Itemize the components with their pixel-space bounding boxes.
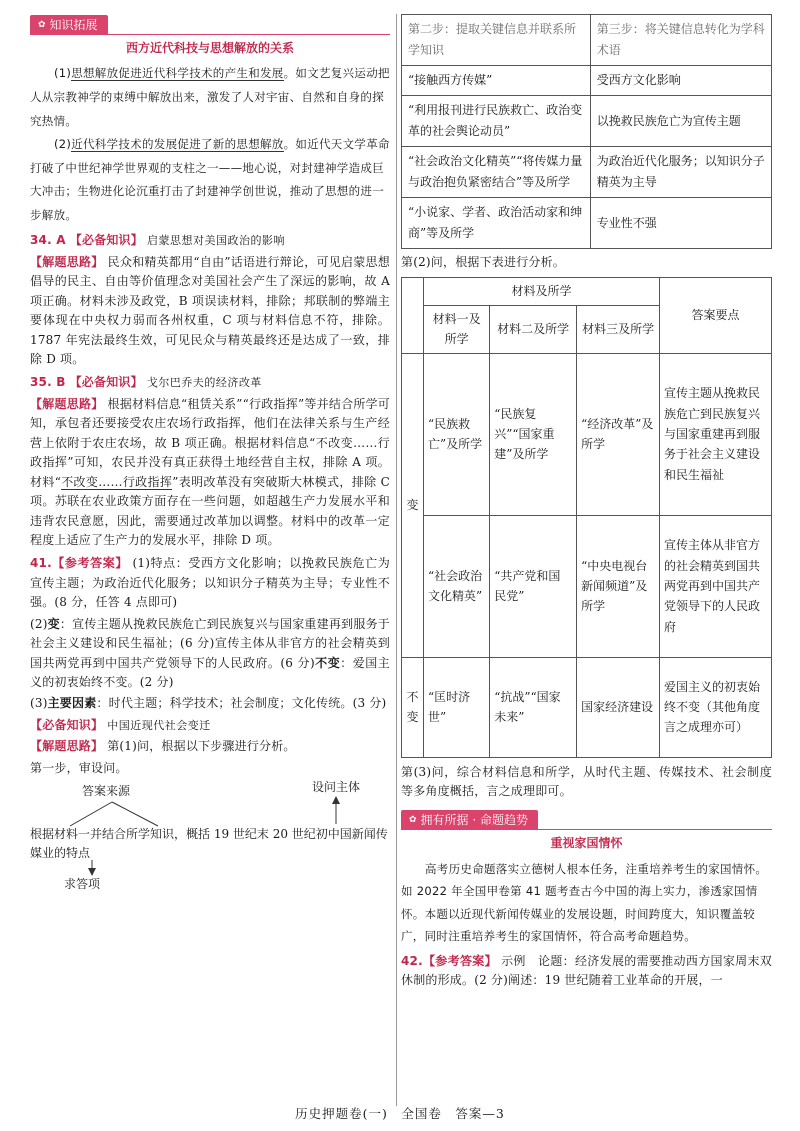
corner-cell bbox=[402, 278, 424, 353]
table-header-cell: 第二步：提取关键信息并联系所学知识 bbox=[402, 15, 591, 66]
knowledge-banner: ✿ 知识拓展 bbox=[30, 14, 390, 35]
table-row bbox=[402, 198, 772, 249]
q41-knowledge: 【必备知识】 中国近现代社会变迁 bbox=[30, 717, 211, 732]
section-title: 西方近代科技与思想解放的关系 bbox=[125, 41, 294, 55]
no-change-cell: 不变 bbox=[402, 657, 424, 757]
table-cell: 专业性不强 bbox=[590, 198, 771, 249]
dots-icon: ✿ bbox=[409, 815, 416, 826]
table-cell: “社会政治文化精英”“将传媒力量与政治抱负紧密结合”等及所学 bbox=[402, 147, 591, 198]
q35-explanation: 【解题思路】 根据材料信息“租赁关系”“行政指挥”等并结合所学可知，承包者还要接受农庄农场行政指挥，他们在法律关系与生产经营上依附于农庄农场，故 B 项正确。根据材料信息“不改变……行政指挥”可知，农民并没有真正获得土地经营自主权，排除 A 项。材料“不改变……行政指挥”表明改革没有突破斯大林模式，排除 C 项。苏联在农业政策方面存在一些问题，如超越生产力发展水平和违背农民意愿，因此，需要通过改革加以调整。材料中的改革一定程度上适应了生产力的发展水平，排除 D 项。 bbox=[30, 396, 391, 547]
sub-header: 材料二及所学 bbox=[490, 305, 577, 353]
step-1: 第一步，审设问。 bbox=[30, 760, 128, 775]
table-row bbox=[402, 15, 772, 66]
table-cell: “匡时济世” bbox=[424, 657, 490, 757]
change-cell: 变 bbox=[402, 353, 424, 657]
table-cell: “接触西方传媒” bbox=[402, 66, 591, 96]
table-cell: 受西方文化影响 bbox=[590, 66, 771, 96]
table-row bbox=[402, 278, 772, 305]
table-cell: “民族复兴”“国家重建”及所学 bbox=[490, 353, 577, 515]
trend-paragraph: 高考历史命题落实立德树人根本任务，注重培养考生的家国情怀。如 2022 年全国甲卷第 41 题考查古今中国的海上实力，渗透家国情怀。本题以近现代新闻传媒业的发展设题，时间跨度大，知识覆盖较广，同时注重培养考生的家国情怀，符合高考命题趋势。 bbox=[401, 861, 768, 944]
q2-intro: 第(2)问，根据下表进行分析。 bbox=[401, 255, 565, 269]
table-cell: “社会政治文化精英” bbox=[424, 515, 490, 657]
q34-explanation: 【解题思路】 民众和精英都用“自由”话语进行辩论，可见启蒙思想倡导的民主、自由等价值理念对美国社会产生了深远的影响，故 A 项正确。材料未涉及政党，B 项误读材料，排除；邦联制的弊端主要体现在中央权力弱而各州权重，C 项与材料信息不符，排除。1787 年宪法最终生效，可见民众与精英最终还是达成了一致，排除 D 项。 bbox=[30, 254, 391, 366]
table-cell: “利用报刊进行民族救亡、政治变革的社会舆论动员” bbox=[402, 96, 591, 147]
table-cell: 国家经济建设 bbox=[577, 657, 660, 757]
table-cell: 宣传主题从挽救民族危亡到民族复兴与国家重建再到服务于社会主义建设和民生福祉 bbox=[660, 353, 772, 515]
knowledge-paragraph-1: (1)思想解放促进近代科学技术的产生和发展。如文艺复兴运动把人从宗教神学的束缚中解放出来，激发了人对宇宙、自然和自身的探究热情。 bbox=[30, 66, 390, 128]
q42-answer: 42.【参考答案】 示例 论题：经济发展的需要推动西方国家周末双休制的形成。(2 分)阐述：19 世纪随着工业革命的开展，一 bbox=[401, 953, 773, 988]
analysis-table bbox=[401, 277, 772, 757]
column-divider bbox=[396, 14, 397, 1106]
table-cell: “中央电视台新闻频道”及所学 bbox=[577, 515, 660, 657]
table-cell: 爱国主义的初衷始终不变（其他角度言之成理亦可） bbox=[660, 657, 772, 757]
required-item-label: 求答项 bbox=[64, 877, 101, 892]
q41-approach: 【解题思路】 第(1)问，根据以下步骤进行分析。 bbox=[30, 739, 296, 754]
q41-answer-2: (2)变：宣传主题从挽救民族危亡到民族复兴与国家重建再到服务于社会主义建设和民生福祉；(6 分)宣传主体从非官方的社会精英到国共两党再到中国共产党领导下的人民政府。(6 分)不变：爱国主义的初衷始终不变。(2 分) bbox=[30, 616, 391, 689]
table-cell: 为政治近代化服务；以知识分子精英为主导 bbox=[590, 147, 771, 198]
table-cell: “小说家、学者、政治活动家和绅商”等及所学 bbox=[402, 198, 591, 249]
table-cell: “共产党和国民党” bbox=[490, 515, 577, 657]
q3-text: 第(3)问，综合材料信息和所学，从时代主题、传媒技术、社会制度等多角度概括，言之成理即可。 bbox=[401, 764, 772, 799]
table-cell: 宣传主体从非官方的社会精英到国共两党再到中国共产党领导下的人民政府 bbox=[660, 515, 772, 657]
steps-table bbox=[401, 14, 772, 249]
left-column bbox=[30, 14, 390, 892]
table-cell: “民族救亡”及所学 bbox=[424, 353, 490, 515]
sub-header: 材料三及所学 bbox=[577, 305, 660, 353]
annotated-question: 根据材料一并结合所学知识，概括 19 世纪末 20 世纪初中国新闻传媒业的特点 bbox=[30, 827, 388, 861]
sub-header: 材料一及所学 bbox=[424, 305, 490, 353]
table-cell: “抗战”“国家未来” bbox=[490, 657, 577, 757]
table-row bbox=[402, 353, 772, 515]
table-row bbox=[402, 657, 772, 757]
trend-title: 重视家国情怀 bbox=[550, 836, 623, 851]
right-column bbox=[401, 14, 772, 990]
knowledge-paragraph-2: (2)近代科学技术的发展促进了新的思想解放。如近代天文学革命打破了中世纪神学世界观的支柱之一——地心说，对封建神学造成巨大冲击；生物进化论沉重打击了封建神学创世说，推动了思想的进一步解放。 bbox=[30, 137, 390, 222]
table-row bbox=[402, 96, 772, 147]
table-cell: 以挽救民族危亡为宣传主题 bbox=[590, 96, 771, 147]
group-header: 材料及所学 bbox=[424, 278, 660, 305]
page-footer: 历史押题卷(一) 全国卷 答案—3 bbox=[295, 1106, 505, 1121]
q41-answer-1: 41.【参考答案】 (1)特点：受西方文化影响；以挽救民族危亡为宣传主题；为政治近代化服务；以知识分子精英为主导；专业性不强。(8 分，任答 4 点即可) bbox=[30, 556, 391, 610]
table-row bbox=[402, 66, 772, 96]
table-row bbox=[402, 515, 772, 657]
q41-answer-3: (3)主要因素：时代主题；科学技术；社会制度；文化传统。(3 分) bbox=[30, 696, 387, 711]
question-subject-label: 设问主体 bbox=[312, 780, 361, 795]
table-header-cell: 第三步：将关键信息转化为学科术语 bbox=[590, 15, 771, 66]
answer-header: 答案要点 bbox=[660, 278, 772, 353]
dots-icon: ✿ bbox=[38, 20, 45, 30]
question-annotation bbox=[30, 780, 390, 892]
trend-banner: ✿ 拥有所据 · 命题趋势 bbox=[401, 809, 772, 830]
table-row bbox=[402, 147, 772, 198]
q34-header: 34. A 【必备知识】 启蒙思想对美国政治的影响 bbox=[30, 233, 285, 248]
q35-header: 35. B 【必备知识】 戈尔巴乔夫的经济改革 bbox=[30, 375, 262, 390]
answer-source-label: 答案来源 bbox=[82, 784, 131, 799]
table-cell: “经济改革”及所学 bbox=[577, 353, 660, 515]
